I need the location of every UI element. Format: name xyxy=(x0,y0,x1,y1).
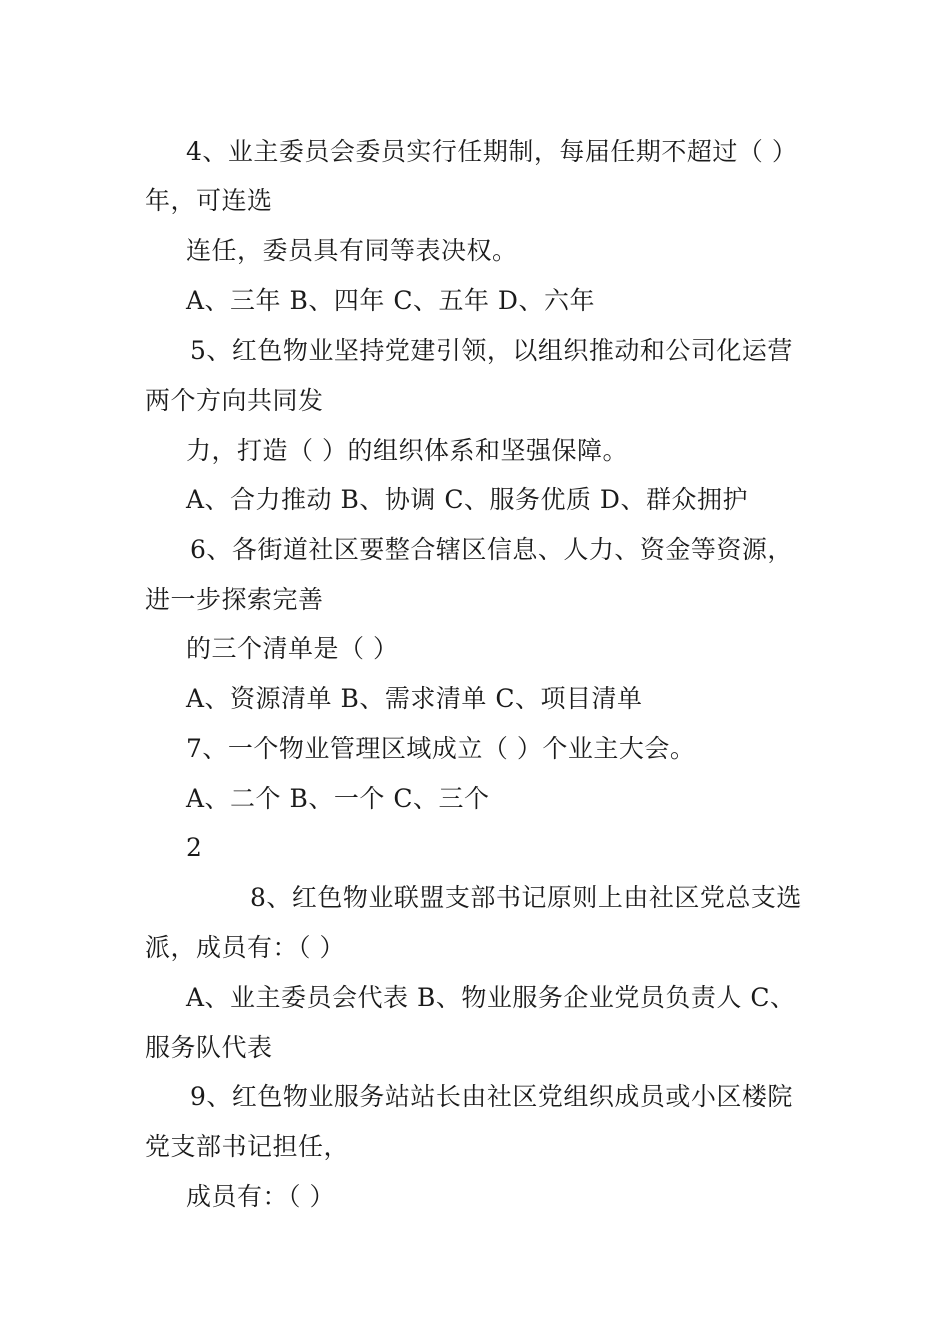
question-8-options-cont: 服务队代表 xyxy=(145,1033,273,1062)
question-5-stem-cont: 力，打造（ ）的组织体系和坚强保障。 xyxy=(186,436,628,465)
question-6-stem-cont: 的三个清单是（ ） xyxy=(186,634,399,663)
question-4-options: A、三年 B、四年 C、五年 D、六年 xyxy=(186,286,595,315)
question-7-options: A、二个 B、一个 C、三个 xyxy=(186,784,490,813)
question-8-options: A、业主委员会代表 B、物业服务企业党员负责人 C、 xyxy=(186,983,796,1012)
question-6-options: A、资源清单 B、需求清单 C、项目清单 xyxy=(186,684,643,713)
question-7-stem: 7、一个物业管理区域成立（ ）个业主大会。 xyxy=(186,734,696,763)
question-9-stem: 9、红色物业服务站站长由社区党组织成员或小区楼院 xyxy=(190,1082,793,1111)
question-8-stem-cont: 派，成员有：（ ） xyxy=(145,933,345,962)
question-9-stem-cont: 成员有：（ ） xyxy=(186,1182,335,1211)
question-4-stem-cont: 连任，委员具有同等表决权。 xyxy=(186,236,518,265)
page-number: 2 xyxy=(186,833,203,862)
question-5-stem-cont: 两个方向共同发 xyxy=(145,386,324,415)
question-8-stem: 8、红色物业联盟支部书记原则上由社区党总支选 xyxy=(250,883,802,912)
question-6-stem: 6、各街道社区要整合辖区信息、人力、资金等资源， xyxy=(190,535,793,564)
question-9-stem-cont: 党支部书记担任， xyxy=(145,1132,350,1161)
question-5-options: A、合力推动 B、协调 C、服务优质 D、群众拥护 xyxy=(186,485,748,514)
question-4-stem-cont: 年，可连选 xyxy=(145,186,273,215)
question-6-stem-cont: 进一步探索完善 xyxy=(145,585,324,614)
question-4-stem: 4、业主委员会委员实行任期制，每届任期不超过（ ） xyxy=(186,137,798,166)
question-5-stem: 5、红色物业坚持党建引领，以组织推动和公司化运营 xyxy=(190,336,793,365)
